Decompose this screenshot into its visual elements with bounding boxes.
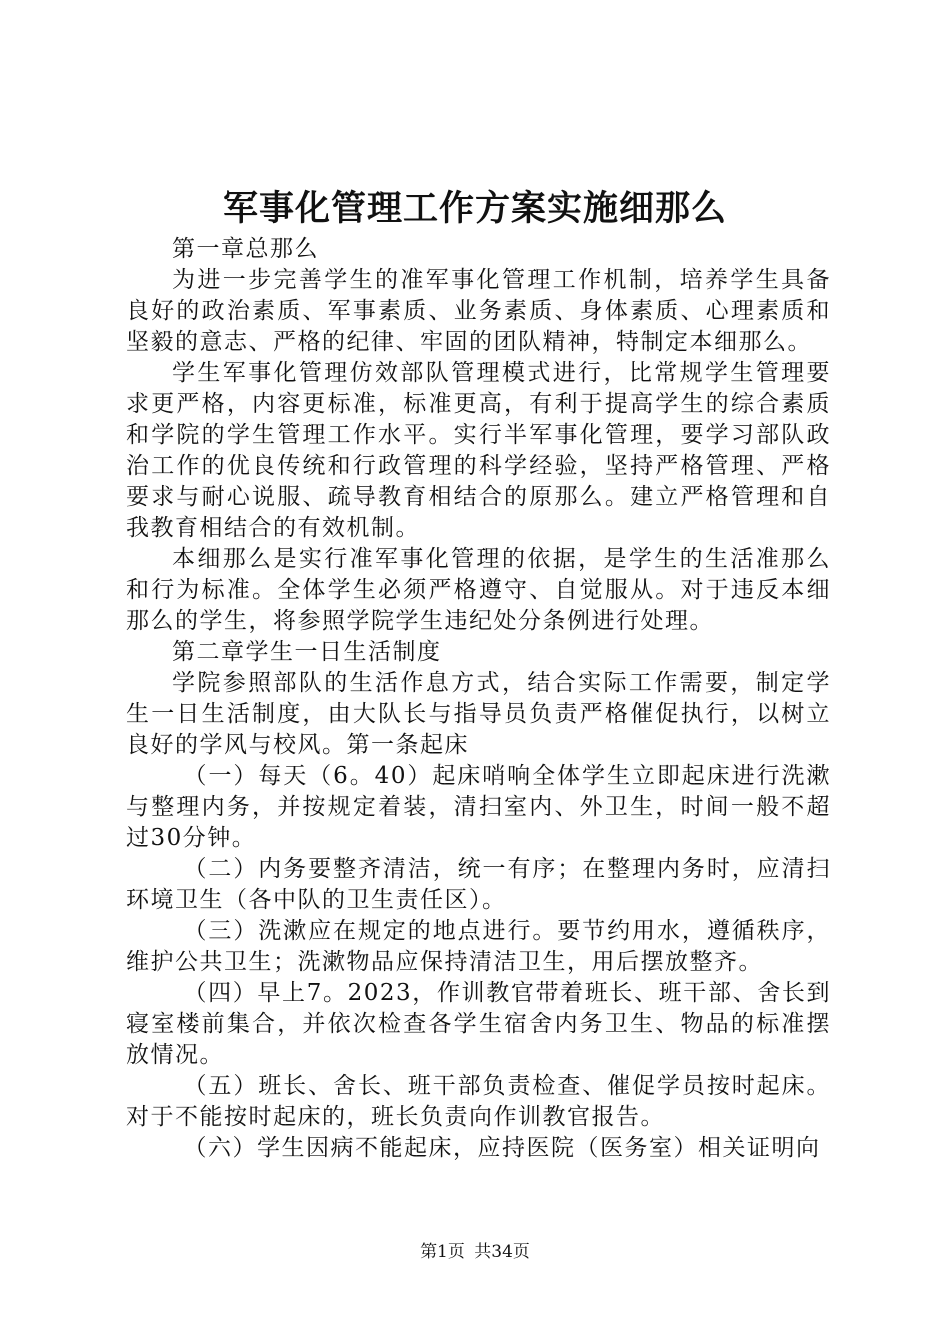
- chapter-heading: 第一章总那么: [172, 236, 319, 262]
- paragraph: 为进一步完善学生的准军事化管理工作机制，培养学生具备良好的政治素质、军事素质、业务素质、身体素质、心理素质和坚毅的意志、严格的纪律、牢固的团队精神，特制定本细那么。: [126, 267, 831, 355]
- paragraph: 学生军事化管理仿效部队管理模式进行，比常规学生管理要求更严格，内容更标准，标准更高，有利于提高学生的综合素质和学院的学生管理工作水平。实行半军事化管理，要学习部队政治工作的优良传统和行政管理的科学经验，坚持严格管理、严格要求与耐心说服、疏导教育相结合的原那么。建立严格管理和自我教育相结合的有效机制。: [126, 360, 831, 541]
- list-item: （五）班长、舍长、班干部负责检查、催促学员按时起床。对于不能按时起床的，班长负责向作训教官报告。: [126, 1073, 831, 1130]
- list-item: （三）洗漱应在规定的地点进行。要节约用水，遵循秩序，维护公共卫生；洗漱物品应保持清洁卫生，用后摆放整齐。: [126, 918, 831, 975]
- list-item: （一）每天（6。40）起床哨响全体学生立即起床进行洗漱与整理内务，并按规定着装，清扫室内、外卫生，时间一般不超过30分钟。: [126, 763, 831, 851]
- list-item: （六）学生因病不能起床，应持医院（医务室）相关证明向: [183, 1135, 821, 1161]
- list-item: （四）早上7。2023，作训教官带着班长、班干部、舍长到寝室楼前集合，并依次检查各学生宿舍内务卫生、物品的标准摆放情况。: [126, 980, 831, 1068]
- document-title: 军事化管理工作方案实施细那么: [222, 188, 727, 229]
- chapter-heading: 第二章学生一日生活制度: [172, 639, 442, 665]
- document-body: [126, 234, 831, 1164]
- paragraph: 学院参照部队的生活作息方式，结合实际工作需要，制定学生一日生活制度，由大队长与指导员负责严格催促执行，以树立良好的学风与校风。第一条起床: [126, 670, 831, 758]
- page-total: 共34页: [474, 1242, 530, 1262]
- paragraph: 本细那么是实行准军事化管理的依据，是学生的生活准那么和行为标准。全体学生必须严格遵守、自觉服从。对于违反本细那么的学生，将参照学院学生违纪处分条例进行处理。: [126, 546, 831, 634]
- page-number: 第1页: [420, 1242, 465, 1262]
- list-item: （二）内务要整齐清洁，统一有序；在整理内务时，应清扫环境卫生（各中队的卫生责任区）。: [126, 856, 831, 913]
- page-footer: [0, 1240, 950, 1264]
